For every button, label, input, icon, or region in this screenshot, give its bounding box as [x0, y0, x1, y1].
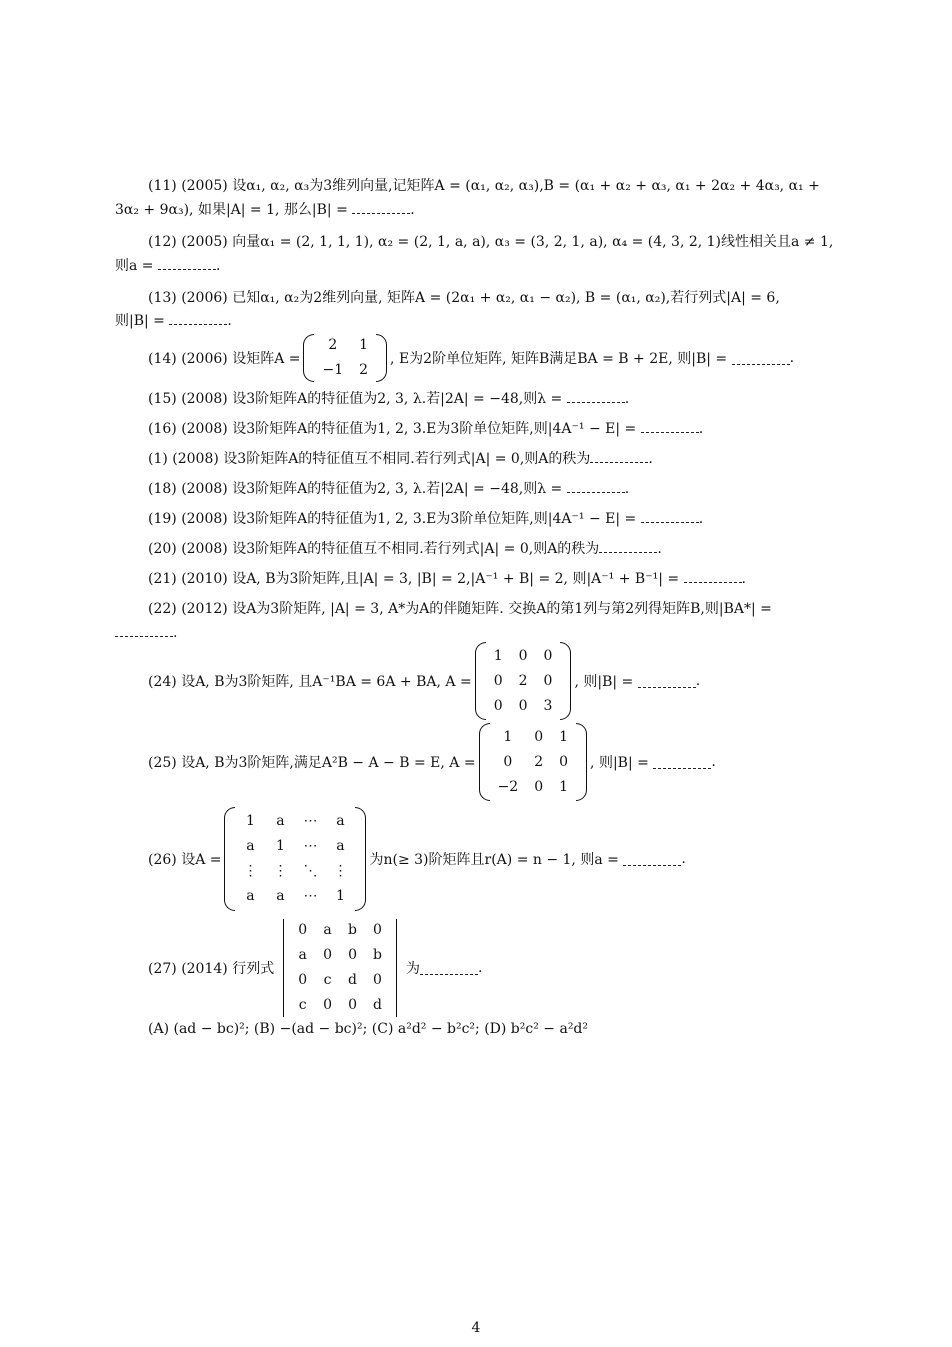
matrix-entry: 0 [373, 922, 382, 938]
matrix-entry: 0 [559, 753, 569, 770]
matrix-entry: 0 [373, 972, 382, 988]
problem-26-pre: (26) 设A = [148, 852, 222, 868]
matrix-entry: 2 [534, 753, 544, 770]
matrix-entry: 1 [246, 813, 255, 829]
problem-21: (21) (2010) 设A, B为3阶矩阵,且|A| = 3, |B| = 2,|A⁻¹ + B| = 2, 则|A⁻¹ + B⁻¹| = . [148, 571, 746, 587]
matrix-entry: 0 [348, 947, 357, 963]
problem-18-text: (18) (2008) 设3阶矩阵A的特征值为2, 3, λ.若|2A| = −48,则λ = [148, 481, 563, 497]
problem-18: (18) (2008) 设3阶矩阵A的特征值为2, 3, λ.若|2A| = −48,则λ = . [148, 481, 630, 497]
problem-27-options: (A) (ad − bc)²; (B) −(ad − bc)²; (C) a²d² − b²c²; (D) b²c² − a²d² [148, 1021, 589, 1037]
matrix-entry: c [323, 972, 332, 988]
answer-blank [641, 510, 699, 523]
matrix-entry: 0 [493, 697, 503, 714]
problem-1: (1) (2008) 设3阶矩阵A的特征值互不相同.若行列式|A| = 0,则A的秩为 . [148, 451, 653, 467]
matrix-entry: 0 [534, 778, 544, 795]
problem-11-text: 3α₂ + 9α₃), 如果|A| = 1, 那么|B| = [115, 202, 348, 218]
matrix-entry: 2 [328, 337, 338, 353]
matrix-entry: 0 [298, 922, 308, 938]
matrix-entry: ⋱ [303, 863, 318, 879]
answer-blank [169, 312, 227, 325]
answer-blank [158, 257, 216, 270]
problem-25-post: , 则|B| = [590, 755, 649, 771]
matrix-entry: 0 [348, 997, 357, 1013]
matrix-24 [475, 642, 572, 720]
answer-blank [653, 756, 711, 769]
matrix-entry: 1 [359, 337, 369, 353]
matrix-entry: 2 [518, 672, 528, 689]
problem-27-post: 为 [405, 961, 420, 977]
answer-blank [115, 624, 173, 637]
matrix-entry: ⋯ [303, 888, 318, 904]
answer-blank [590, 450, 648, 463]
answer-blank [684, 570, 742, 583]
problem-20-text: (20) (2008) 设3阶矩阵A的特征值互不相同.若行列式|A| = 0,则A的秩为 [148, 541, 600, 557]
matrix-entry: 1 [336, 888, 345, 904]
answer-blank [641, 420, 699, 433]
matrix-entry: 0 [543, 647, 553, 664]
answer-blank [623, 853, 681, 866]
matrix-entry: ⋮ [333, 863, 348, 879]
matrix-26 [224, 807, 366, 911]
matrix-entry: 0 [503, 753, 513, 770]
matrix-entry: d [348, 972, 358, 988]
matrix-entry: a [336, 813, 345, 829]
matrix-entry: b [348, 922, 358, 938]
matrix-entry: −1 [322, 362, 344, 378]
problem-14-pre: (14) (2006) 设矩阵A = [148, 351, 301, 367]
problem-12-text: 则a = [115, 258, 154, 274]
matrix-entry: 0 [323, 997, 333, 1013]
matrix-entry: 1 [503, 728, 513, 745]
problem-12-line1: (12) (2005) 向量α₁ = (2, 1, 1, 1), α₂ = (2, 1, a, a), α₃ = (3, 2, 1, a), α₄ = (4, 3, 2, 1)线性相关且a ≠ 1, [148, 234, 834, 250]
matrix-entry: a [276, 813, 285, 829]
problem-21-text: (21) (2010) 设A, B为3阶矩阵,且|A| = 3, |B| = 2,|A⁻¹ + B| = 2, 则|A⁻¹ + B⁻¹| = [148, 571, 680, 587]
problem-13-line2: 则|B| = . [115, 313, 232, 329]
matrix-entry: 3 [543, 697, 553, 714]
answer-blank [567, 480, 625, 493]
problem-27: (27) (2014) 行列式 0 a b 0 a 0 0 b 0 c d 0 c 0 0 d 为 . [148, 918, 482, 1018]
matrix-entry: −2 [497, 778, 519, 795]
matrix-entry: 0 [543, 672, 553, 689]
matrix-entry: ⋯ [303, 838, 318, 854]
problem-11-line2: 3α₂ + 9α₃), 如果|A| = 1, 那么|B| = . [115, 202, 415, 218]
matrix-entry: d [373, 997, 382, 1013]
page-number: 4 [471, 1320, 481, 1336]
problem-15: (15) (2008) 设3阶矩阵A的特征值为2, 3, λ.若|2A| = −48,则λ = . [148, 391, 630, 407]
matrix-entry: ⋮ [273, 863, 288, 879]
matrix-entry: 0 [534, 728, 544, 745]
answer-blank [567, 390, 625, 403]
problem-24: (24) 设A, B为3阶矩阵, 且A⁻¹BA = 6A + BA, A = 1 0 0 0 2 0 0 0 3 , 则|B| = . [148, 641, 700, 721]
matrix-entry: 1 [276, 838, 285, 854]
matrix-entry: 0 [518, 697, 528, 714]
answer-blank [732, 352, 790, 365]
matrix-entry: c [298, 997, 307, 1013]
problem-24-post: , 则|B| = [574, 674, 634, 690]
matrix-14 [303, 333, 387, 383]
problem-26-post: 为n(≥ 3)阶矩阵且r(A) = n − 1, 则a = [369, 852, 619, 868]
answer-blank [638, 675, 696, 688]
problem-19-text: (19) (2008) 设3阶矩阵A的特征值为1, 2, 3.E为3阶单位矩阵,则|4A⁻¹ − E| = [148, 511, 637, 527]
problem-16-text: (16) (2008) 设3阶矩阵A的特征值为1, 2, 3.E为3阶单位矩阵,则|4A⁻¹ − E| = [148, 421, 637, 437]
problem-25: (25) 设A, B为3阶矩阵,满足A²B − A − B = E, A = 1 0 1 0 2 0 −2 0 1 , 则|B| = . [148, 722, 716, 802]
problem-24-pre: (24) 设A, B为3阶矩阵, 且A⁻¹BA = 6A + BA, A = [148, 674, 472, 690]
answer-blank [352, 201, 410, 214]
problem-14-post: , E为2阶单位矩阵, 矩阵B满足BA = B + 2E, 则|B| = [390, 351, 728, 367]
problem-13-line1: (13) (2006) 已知α₁, α₂为2维列向量, 矩阵A = (2α₁ + α₂, α₁ − α₂), B = (α₁, α₂),若行列式|A| = 6, [148, 290, 780, 306]
matrix-entry: ⋯ [303, 813, 318, 829]
matrix-entry: 0 [323, 947, 333, 963]
problem-12-line2: 则a = . [115, 258, 221, 274]
matrix-entry: 1 [559, 778, 569, 795]
matrix-entry: a [336, 838, 345, 854]
problem-25-pre: (25) 设A, B为3阶矩阵,满足A²B − A − B = E, A = [148, 755, 476, 771]
problem-20: (20) (2008) 设3阶矩阵A的特征值互不相同.若行列式|A| = 0,则A的秩为 . [148, 541, 662, 557]
problem-26: (26) 设A = 1 a ⋯ a a 1 ⋯ a ⋮ ⋮ ⋱ ⋮ a a ⋯ 1 为n(≥ 3)阶矩阵且r(A) = n − 1, 则a = . [148, 806, 686, 912]
matrix-entry: a [276, 888, 285, 904]
matrix-entry: a [246, 838, 255, 854]
answer-blank [599, 540, 657, 553]
problem-13-text: 则|B| = [115, 313, 165, 329]
matrix-25 [479, 723, 587, 801]
problem-19: (19) (2008) 设3阶矩阵A的特征值为1, 2, 3.E为3阶单位矩阵,则|4A⁻¹ − E| = . [148, 511, 704, 527]
matrix-entry: 1 [559, 728, 569, 745]
matrix-entry: a [323, 922, 332, 938]
matrix-entry: 0 [298, 972, 308, 988]
matrix-entry: 1 [493, 647, 503, 664]
problem-16: (16) (2008) 设3阶矩阵A的特征值为1, 2, 3.E为3阶单位矩阵,则|4A⁻¹ − E| = . [148, 421, 704, 437]
answer-blank [420, 962, 478, 975]
matrix-entry: ⋮ [243, 863, 258, 879]
matrix-entry: a [298, 947, 307, 963]
problem-22-line2: . [115, 623, 867, 643]
problem-11-line1: (11) (2005) 设α₁, α₂, α₃为3维列向量,记矩阵A = (α₁, α₂, α₃),B = (α₁ + α₂ + α₃, α₁ + 2α₂ + 4α₃, α₁ + [148, 178, 820, 194]
matrix-entry: 2 [359, 362, 369, 378]
problem-27-pre: (27) (2014) 行列式 [148, 961, 275, 977]
matrix-entry: 0 [518, 647, 528, 664]
matrix-entry: 0 [493, 672, 503, 689]
matrix-entry: b [373, 947, 382, 963]
determinant-27 [277, 918, 403, 1018]
problem-14: (14) (2006) 设矩阵A = 2 1 −1 2 , E为2阶单位矩阵, 矩阵B满足BA = B + 2E, 则|B| = . [148, 334, 794, 382]
problem-22-line1: (22) (2012) 设A为3阶矩阵, |A| = 3, A*为A的伴随矩阵. 交换A的第1列与第2列得矩阵B,则|BA*| = [148, 601, 772, 617]
problem-1-text: (1) (2008) 设3阶矩阵A的特征值互不相同.若行列式|A| = 0,则A的秩为 [148, 451, 591, 467]
problem-15-text: (15) (2008) 设3阶矩阵A的特征值为2, 3, λ.若|2A| = −48,则λ = [148, 391, 563, 407]
matrix-entry: a [246, 888, 255, 904]
